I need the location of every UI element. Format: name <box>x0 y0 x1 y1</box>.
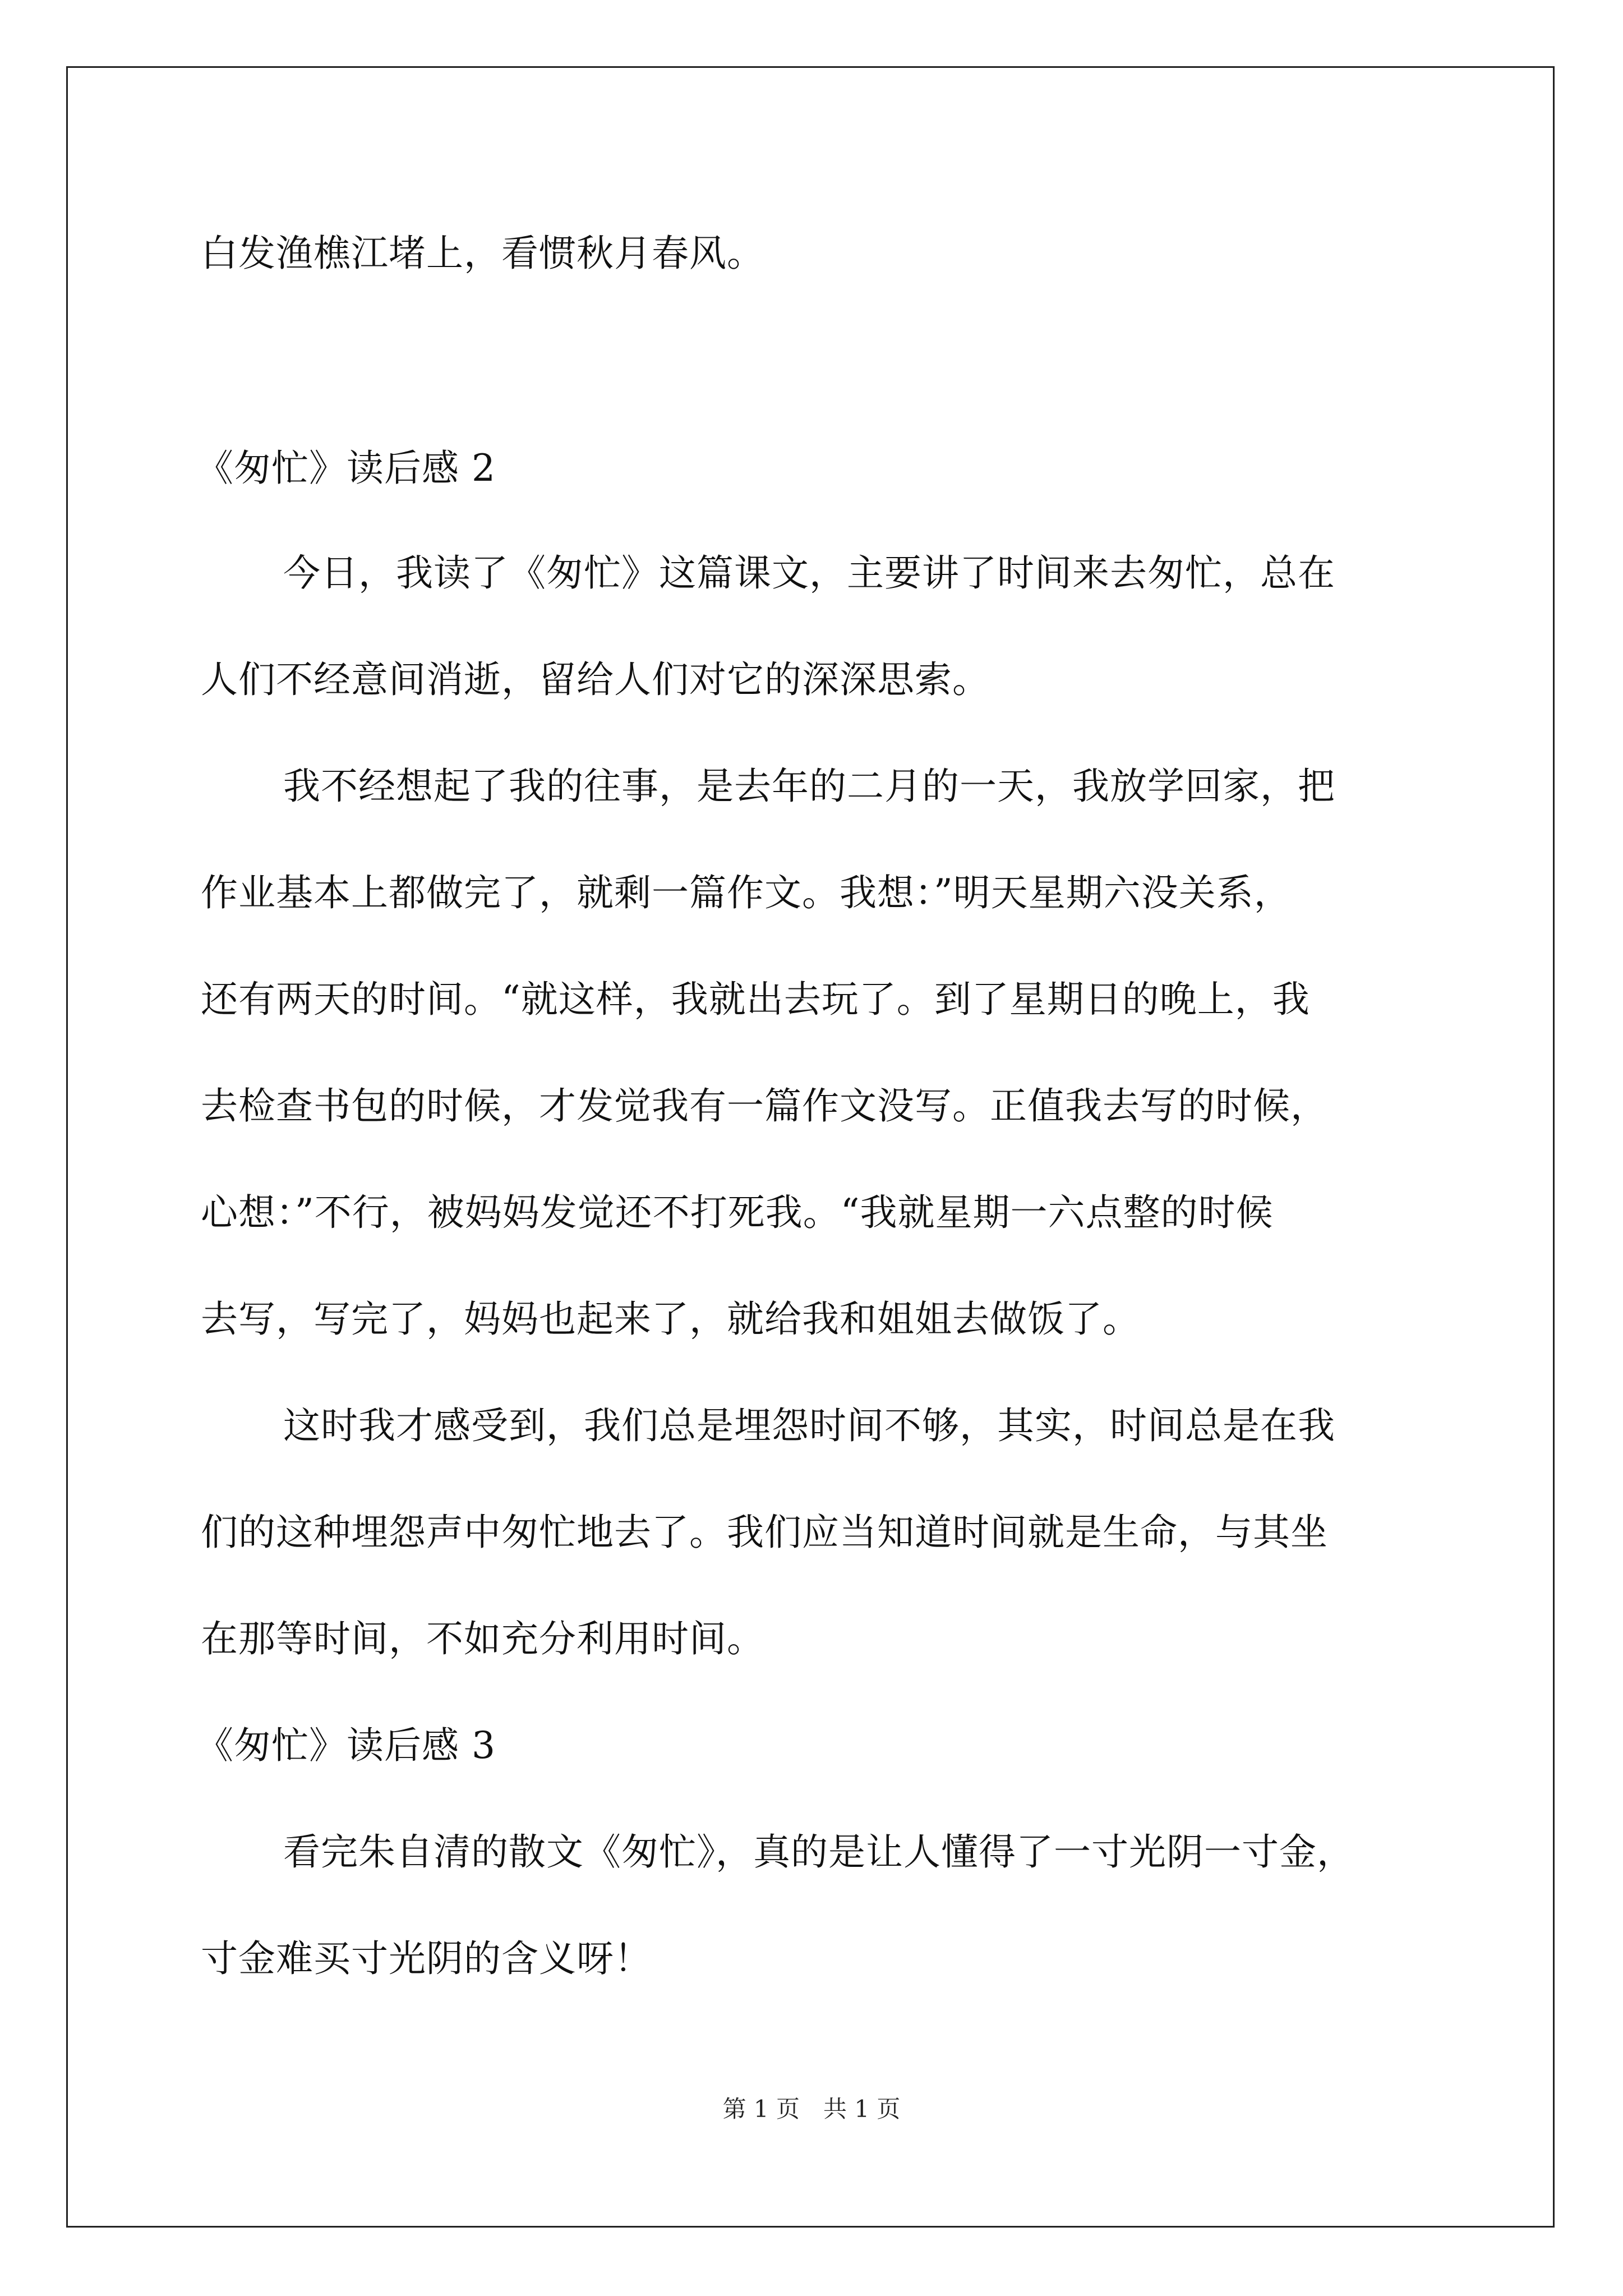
text-line: 人们不经意间消逝，留给人们对它的深深思索。 <box>201 658 990 701</box>
text-line: 去写，写完了，妈妈也起来了，就给我和姐姐去做饭了。 <box>201 1297 1140 1341</box>
page-footer: 第 1 页 共 1 页 <box>722 2095 901 2123</box>
text-line: 今日，我读了《匆忙》这篇课文，主要讲了时间来去匆忙，总在 <box>283 551 1335 595</box>
text-line: 这时我才感受到，我们总是埋怨时间不够，其实，时间总是在我 <box>283 1404 1335 1447</box>
text-line: 还有两天的时间。“就这样，我就出去玩了。到了星期日的晚上，我 <box>201 978 1310 1021</box>
text-line: 心想：”不行，被妈妈发觉还不打死我。“我就星期一六点整的时候 <box>201 1191 1274 1234</box>
section-heading-3: 《匆忙》读后感 3 <box>196 1724 496 1767</box>
text-line: 看完朱自清的散文《匆忙》，真的是让人懂得了一寸光阴一寸金， <box>283 1830 1354 1874</box>
text-line: 我不经想起了我的往事，是去年的二月的一天，我放学回家，把 <box>283 765 1335 808</box>
text-line: 作业基本上都做完了，就剩一篇作文。我想：”明天星期六没关系， <box>201 871 1292 914</box>
section-heading-2: 《匆忙》读后感 2 <box>196 447 496 490</box>
text-line: 去检查书包的时候，才发觉我有一篇作文没写。正值我去写的时候， <box>201 1084 1328 1128</box>
text-line: 白发渔樵江堵上，看惯秋月春风。 <box>201 232 764 275</box>
page-border <box>66 66 1555 2228</box>
text-line: 们的这种埋怨声中匆忙地去了。我们应当知道时间就是生命，与其坐 <box>201 1511 1328 1554</box>
text-line: 在那等时间，不如充分利用时间。 <box>201 1617 764 1660</box>
text-line: 寸金难买寸光阴的含义呀！ <box>201 1937 652 1980</box>
